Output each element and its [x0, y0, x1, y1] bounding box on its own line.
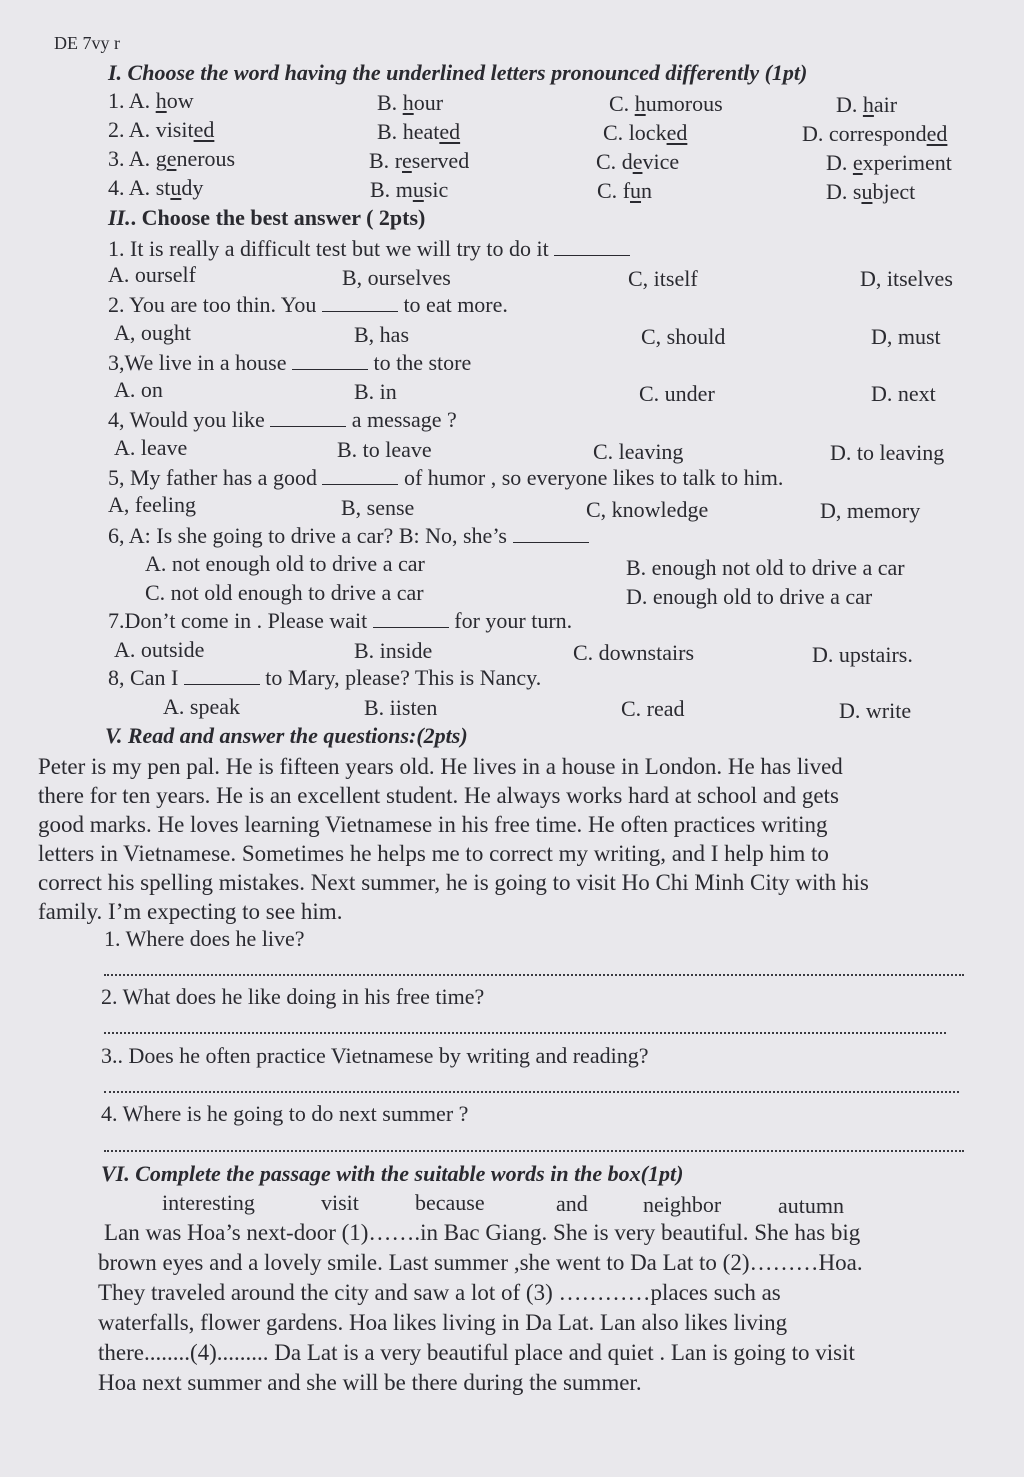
s1-q2-c: C. locked	[603, 120, 688, 145]
s1-q2-d: D. corresponded	[802, 121, 948, 146]
s2-q4-b: B. to leave	[337, 437, 432, 462]
word-box-item: and	[556, 1191, 588, 1216]
s1-q2: 2. A. visited	[108, 117, 215, 142]
s1-q4-c: C. fun	[597, 178, 653, 203]
s1-q3: 3. A. generous	[108, 146, 236, 171]
s2-q8-d: D. write	[839, 698, 912, 723]
s2-q3-c: C. under	[639, 381, 715, 406]
s6-passage-line-4: waterfalls, flower gardens. Hoa likes living in Da Lat. Lan also likes living	[98, 1310, 788, 1335]
word-box-item: interesting	[162, 1190, 255, 1215]
s2-q1-b: B, ourselves	[342, 265, 451, 290]
s5-passage-line-1: Peter is my pen pal. He is fifteen years old. He lives in a house in London. He has lived	[38, 754, 843, 779]
s2-q2-stem: 2. You are too thin. You to eat more.	[108, 292, 508, 317]
s5-passage-line-5: correct his spelling mistakes. Next summer, he is going to visit Ho Chi Minh City with his	[38, 870, 869, 895]
s2-q8-c: C. read	[621, 696, 685, 721]
s2-q8-stem: 8, Can I to Mary, please? This is Nancy.	[108, 665, 542, 690]
s6-passage-line-2: brown eyes and a lovely smile. Last summer ,she went to Da Lat to (2)………Hoa.	[98, 1250, 863, 1275]
s2-q7-c: C. downstairs	[573, 640, 694, 665]
s1-q3-d: D. experiment	[826, 150, 952, 175]
s5-answer-line-3[interactable]	[104, 1091, 959, 1093]
section-2-title: II.. Choose the best answer ( 2pts)	[108, 205, 426, 230]
s2-q6-b: B. enough not old to drive a car	[626, 555, 905, 580]
word-box-item: autumn	[778, 1193, 844, 1218]
s2-q2-c: C, should	[641, 324, 726, 349]
s5-question-3: 3.. Does he often practice Vietnamese by writing and reading?	[101, 1043, 649, 1068]
s2-q4-c: C. leaving	[593, 439, 684, 464]
s5-answer-line-1[interactable]	[104, 974, 964, 976]
section-5-title: V. Read and answer the questions:(2pts)	[105, 723, 468, 748]
s2-q8-b: B. iisten	[364, 695, 438, 720]
s5-passage-line-3: good marks. He loves learning Vietnamese in his free time. He often practices writing	[38, 812, 828, 837]
s6-passage-line-6: Hoa next summer and she will be there during the summer.	[98, 1370, 642, 1395]
s6-passage-line-1: Lan was Hoa’s next-door (1)…….in Bac Giang. She is very beautiful. She has big	[104, 1220, 861, 1245]
s2-q1-d: D, itselves	[860, 266, 953, 291]
s2-q4-stem: 4, Would you like a message ?	[108, 407, 457, 432]
s2-q5-d: D, memory	[820, 498, 921, 523]
s1-q1-d: D. hair	[836, 92, 898, 117]
s2-q6-d: D. enough old to drive a car	[626, 584, 873, 609]
s5-passage-line-4: letters in Vietnamese. Sometimes he helps me to correct my writing, and I help him to	[38, 841, 829, 866]
s1-q3-c: C. device	[596, 149, 680, 174]
s5-question-4: 4. Where is he going to do next summer ?	[101, 1101, 469, 1126]
s5-answer-line-2[interactable]	[104, 1032, 946, 1034]
section-1-title: I. Choose the word having the underlined letters pronounced differently (1pt)	[108, 60, 808, 85]
s2-q7-stem: 7.Don’t come in . Please wait for your turn.	[108, 608, 573, 633]
s2-q7-a: A. outside	[114, 637, 205, 662]
s2-q2-b: B, has	[354, 322, 409, 347]
s2-q5-c: C, knowledge	[586, 497, 709, 522]
s2-q6-stem: 6, A: Is she going to drive a car? B: No, she’s	[108, 523, 589, 549]
s2-q1-c: C, itself	[628, 266, 698, 291]
s2-q3-b: B. in	[354, 379, 397, 404]
s2-q7-d: D. upstairs.	[812, 642, 913, 667]
s6-passage-line-3: They traveled around the city and saw a lot of (3) …………places such as	[98, 1280, 781, 1305]
s2-q2-a: A, ought	[114, 320, 191, 345]
s5-question-2: 2. What does he like doing in his free time?	[101, 984, 485, 1009]
s2-q6-c: C. not old enough to drive a car	[145, 580, 424, 605]
s2-q1-stem: 1. It is really a difficult test but we will try to do it	[108, 236, 630, 262]
exam-code: DE 7vy r	[54, 33, 120, 53]
s1-q4-d: D. subject	[826, 179, 916, 204]
s1-q3-b: B. reserved	[369, 148, 470, 173]
s1-q1-b: B. hour	[377, 90, 444, 115]
s2-q3-stem: 3,We live in a house to the store	[108, 350, 472, 375]
word-box-item: because	[415, 1190, 485, 1215]
s2-q6-a: A. not enough old to drive a car	[145, 551, 425, 576]
s2-q1-a: A. ourself	[108, 262, 196, 287]
s6-passage-line-5: there........(4)......... Da Lat is a very beautiful place and quiet . Lan is going to visit	[98, 1340, 855, 1365]
s5-passage-line-6: family. I’m expecting to see him.	[38, 899, 343, 924]
s2-q4-d: D. to leaving	[830, 440, 945, 465]
s2-q3-d: D. next	[871, 381, 936, 406]
word-box-item: visit	[321, 1190, 359, 1215]
s5-passage-line-2: there for ten years. He is an excellent student. He always works hard at school and gets	[38, 783, 839, 808]
s1-q1: 1. A. how	[108, 88, 194, 113]
s1-q1-c: C. humorous	[609, 91, 723, 116]
s2-q3-a: A. on	[114, 377, 163, 402]
s2-q4-a: A. leave	[114, 435, 188, 460]
word-box-item: neighbor	[643, 1192, 722, 1217]
s5-answer-line-4[interactable]	[104, 1150, 964, 1152]
s5-question-1: 1. Where does he live?	[104, 926, 305, 951]
section-6-title: VI. Complete the passage with the suitable words in the box(1pt)	[101, 1161, 684, 1186]
s2-q8-a: A. speak	[163, 694, 240, 719]
s2-q2-d: D, must	[871, 324, 941, 349]
s2-q5-stem: 5, My father has a good of humor , so everyone likes to talk to him.	[108, 465, 784, 490]
s2-q5-a: A, feeling	[108, 492, 196, 517]
s1-q4: 4. A. study	[108, 175, 204, 200]
s1-q2-b: B. heated	[377, 119, 461, 144]
s2-q7-b: B. inside	[354, 638, 433, 663]
s2-q5-b: B, sense	[341, 495, 415, 520]
s1-q4-b: B. music	[370, 177, 449, 202]
